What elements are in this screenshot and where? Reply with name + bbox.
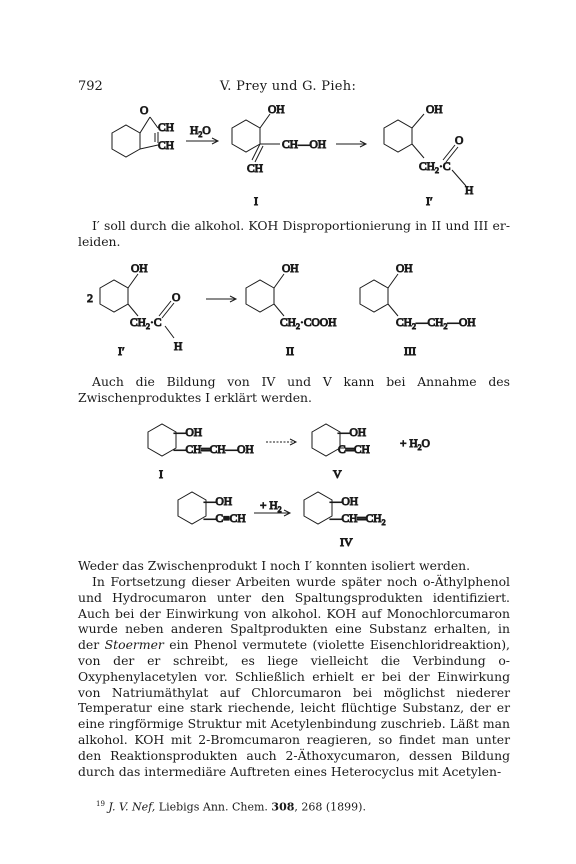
scheme1-arrow-label: $H_2O$: [190, 125, 211, 139]
scheme3-b-cch: C═CH: [338, 444, 370, 456]
paragraph-3: [78, 558, 510, 574]
scheme3-label-v: V: [333, 467, 342, 481]
scheme1-right-oh: OH: [426, 104, 443, 116]
scheme1-right-h: H: [465, 185, 474, 197]
scheme2-label-iii: III: [404, 344, 416, 358]
author-stoermer: Stoermer: [104, 637, 164, 653]
scheme2-alcohol: [360, 274, 398, 316]
scheme2-acid: [246, 274, 284, 316]
scheme4-a-chain: —C≡CH: [204, 513, 246, 525]
scheme3-a-chain: —CH═CH—OH: [174, 444, 254, 456]
scheme4-acetylene: [178, 492, 206, 524]
scheme3-a-oh: —OH: [174, 427, 203, 439]
scheme3-plus-water: + $H_2O$: [400, 438, 430, 452]
paragraph-3-text: Weder das Zwischenprodukt I noch I′ konnten isoliert werden.: [78, 558, 471, 573]
paragraph-2-text: Auch die Bildung von IV und V kann bei Annahme des Zwischenproduktes I erklärt werden.: [78, 374, 510, 405]
scheme2-b-ch2cooh: $CH_2\cdot COOH$: [280, 317, 337, 331]
scheme1-benzofuran: [112, 117, 158, 157]
scheme2-coefficient: 2: [87, 291, 93, 305]
scheme1-left-ch-bot: CH: [158, 140, 174, 152]
scheme4-product-iv: [304, 492, 332, 524]
scheme1-mid-choh: CH—OH: [282, 139, 327, 151]
scheme2-a-o: O: [172, 292, 181, 304]
scheme1-mid-ch: CH: [247, 163, 263, 175]
scheme2-b-oh: OH: [282, 263, 299, 275]
scheme1-left-o: O: [140, 105, 149, 117]
scheme2-label-ii: II: [286, 344, 294, 358]
scheme2-c-chain: $CH_2—CH_2—OH$: [396, 317, 476, 331]
footnote-volume: 308: [271, 800, 295, 814]
paragraph-2: [78, 374, 510, 406]
scheme4-a-oh: —OH: [204, 496, 233, 508]
scheme1-product-i-prime: [384, 114, 466, 186]
scheme1-left-ch-top: CH: [158, 122, 174, 134]
scheme3-label-i: I: [159, 467, 163, 481]
scheme1-intermediate-i: [232, 114, 280, 162]
running-title: V. Prey und G. Pieh:: [219, 79, 357, 94]
paragraph-4-text: In Fortsetzung dieser Arbeiten wurde später noch o-Äthylphenol und Hydrocumaron unter den Spaltungsprodukten identifiziert. Auch bei der Einwirkung von alkohol. KOH auf Monochlorcumaron wurde neben anderen Spaltprodukten eine Substanz erhalten, in der Stoermer ein Phenol vermutete (violette Eisenchloridreaktion), von der er schreibt, es liege vielleicht die Verbindung o-Oxyphenylacetylen vor. Schließlich erhielt er bei der Einwirkung von Natriumäthylat auf Chlorcumaron bei möglichst niederer Temperatur eine stark riechende, leicht flüchtige Substanz, der er eine ringförmige Struktur mit Acetylenbindung zuschrieb. Läßt man alkohol. KOH mit 2-Bromcumaron reagieren, so findet man unter den Reaktionsprodukten auch 2-Äthoxycumaron, dessen Bildung durch das intermediäre Auftreten eines Heterocyclus mit Acetylen-: [78, 574, 510, 779]
scheme2-label-i-prime: I′: [118, 344, 125, 358]
scheme1-label-i: I: [254, 194, 258, 208]
scheme4-b-chain: $—CH═CH_2$: [330, 513, 386, 527]
scheme2-a-ch2c: $CH_2\cdot C$: [130, 317, 162, 331]
scheme2-a-oh: OH: [131, 263, 148, 275]
page-number: 792: [78, 79, 103, 94]
scheme2-a-h: H: [174, 341, 183, 353]
scheme1-right-ch2c: $CH_2\cdot C$: [419, 161, 451, 175]
scheme4-b-oh: —OH: [330, 496, 359, 508]
scheme3-b-oh: —OH: [338, 427, 367, 439]
paragraph-4: [78, 574, 510, 779]
scheme1-label-i-prime: I′: [426, 194, 433, 208]
scheme4-label-iv: IV: [340, 535, 353, 549]
paragraph-1-text: I′ soll durch die alkohol. KOH Disproportionierung in II und III erleiden.: [78, 218, 510, 249]
footnote-number: 19: [96, 800, 105, 808]
scheme4-plus-h2: + $H_2$: [260, 500, 282, 514]
footnote-author: J. V. Nef,: [108, 800, 156, 814]
scheme1-right-o: O: [455, 135, 464, 147]
scheme1-mid-oh: OH: [268, 104, 285, 116]
scheme3-intermediate-i: [148, 424, 176, 456]
scheme2-c-oh: OH: [396, 263, 413, 275]
paragraph-1: [78, 218, 510, 250]
footnote: $^{19}$ J. V. Nef, Liebigs Ann. Chem. 308, 268 (1899).: [96, 800, 366, 814]
